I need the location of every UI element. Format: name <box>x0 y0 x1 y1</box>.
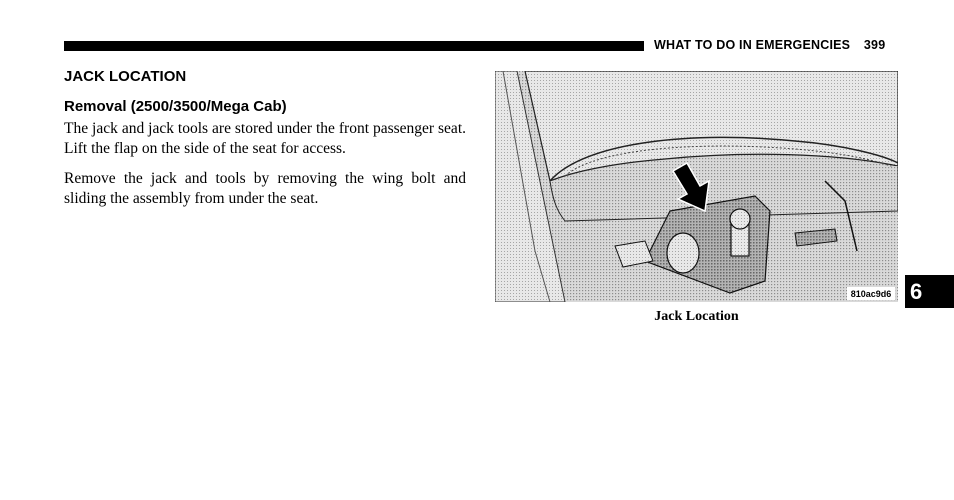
running-header <box>654 38 885 52</box>
paragraph-1: The jack and jack tools are stored under the front passenger seat. Lift the flap on the side of the seat for access. <box>64 120 466 157</box>
chapter-tab <box>905 275 954 308</box>
page-number: 399 <box>863 38 886 52</box>
paragraph-2: Remove the jack and tools by removing the wing bolt and sliding the assembly from under the seat. <box>64 170 466 207</box>
header-rule <box>64 41 644 51</box>
figure-caption: Jack Location <box>654 309 739 324</box>
chapter-number: 6 <box>910 279 923 304</box>
section-title: JACK LOCATION <box>64 68 187 85</box>
subsection-title: Removal (2500/3500/Mega Cab) <box>64 98 287 115</box>
figure-code: 810ac9d6 <box>850 289 892 299</box>
jack-location-illustration <box>495 71 898 302</box>
body-text <box>64 119 466 219</box>
header-section-title: WHAT TO DO IN EMERGENCIES <box>654 38 851 52</box>
